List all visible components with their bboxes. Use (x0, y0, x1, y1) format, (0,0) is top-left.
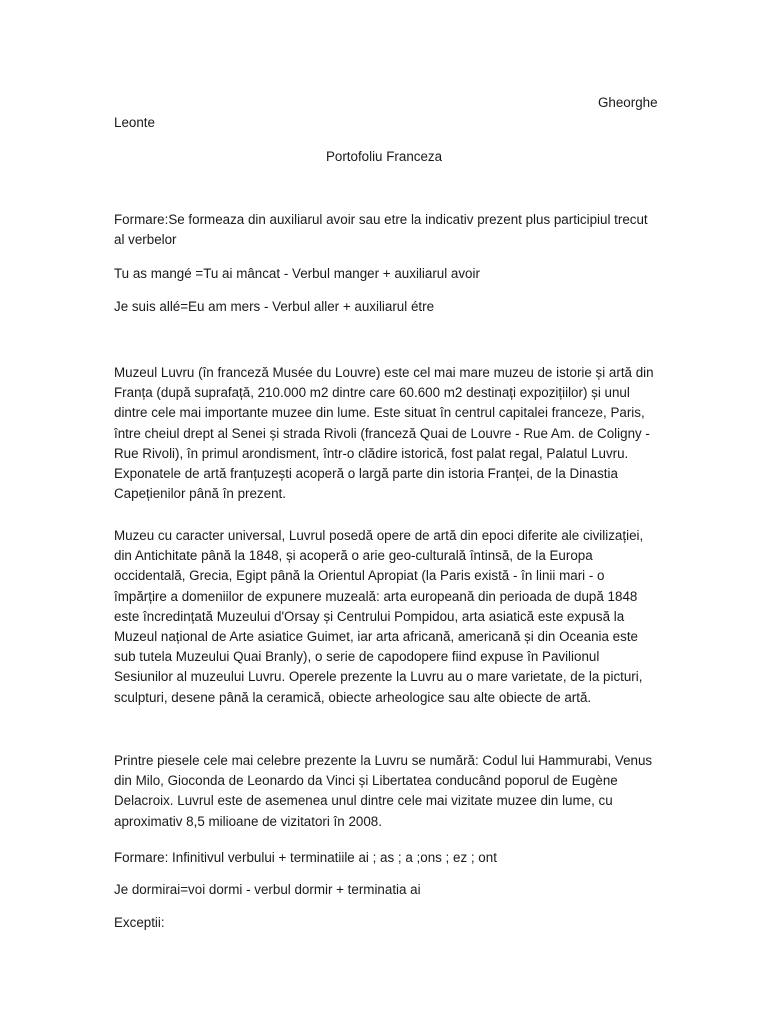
author-first-name: Gheorghe (598, 95, 658, 110)
document-title: Portofoliu Franceza (325, 149, 443, 164)
author-last-name: Leonte (114, 115, 155, 130)
paragraph-exceptions-heading: Exceptii: (114, 915, 165, 930)
paragraph-formare-definition: Formare:Se formeaza din auxiliarul avoir sau etre la indicativ prezent plus participiul trecut al verbelor (114, 212, 648, 248)
paragraph-louvre-famous-pieces: Printre piesele cele mai celebre prezente la Luvru se numără: Codul lui Hammurabi, Venus din Milo, Gioconda de Leonardo da Vinci și Libertatea conducând poporul de Eugène Delacroix. Luvrul este de asemenea unul dintre cele mai vizitate muzee din lume, cu aproximativ 8,5 milioane de vizitatori în 2008. (114, 753, 653, 829)
paragraph-louvre-intro: Muzeul Luvru (în franceză Musée du Louvre) este cel mai mare muzeu de istorie și artă din Franța (după suprafață, 210.000 m2 dintre care 60.600 m2 destinați expozițiilor) și unul dintre cele mai importante muzee din lume. Este situat în centrul capitalei franceze, Paris, între cheiul drept al Senei și strada Rivoli (franceză Quai de Louvre - Rue Am. de Coligny - Rue Rivoli), în primul arondisment, într-o clădire istorică, fost palat regal, Palatul Luvru. Exponatele de artă franțuzești acoperă o largă parte din istoria Franței, de la Dinastia Capețienilor până în prezent. (114, 365, 654, 502)
paragraph-example-dormir: Je dormirai=voi dormi - verbul dormir + terminatia ai (114, 882, 421, 897)
paragraph-louvre-collection: Muzeu cu caracter universal, Luvrul posedă opere de artă din epoci diferite ale civilizației, din Antichitate până la 1848, și acoperă o arie geo-culturală întinsă, de la Europa occidentală, Grecia, Egipt până la Orientul Apropiat (la Paris există - în linii mari - o împărțire a domeniilor de expunere muzeală: arta europeană din perioada de după 1848 este încredințată Muzeului d'Orsay și Centrului Pompidou, arta asiatică este expusă la Muzeul național de Arte asiatice Guimet, iar arta africană, americană și din Oceania este sub tutela Muzeului Quai Branly), o serie de capodopere fiind expuse în Pavilionul Sesiunilor al muzeului Luvru. Operele prezente la Luvru au o mare varietate, de la picturi, sculpturi, desene până la ceramică, obiecte arheologice sau alte obiecte de artă. (114, 528, 644, 705)
paragraph-future-formation: Formare: Infinitivul verbului + terminatiile ai ; as ; a ;ons ; ez ; ont (114, 850, 497, 865)
paragraph-example-aller: Je suis allé=Eu am mers - Verbul aller + auxiliarul étre (114, 299, 435, 314)
paragraph-example-manger: Tu as mangé =Tu ai mâncat - Verbul manger + auxiliarul avoir (114, 266, 480, 281)
